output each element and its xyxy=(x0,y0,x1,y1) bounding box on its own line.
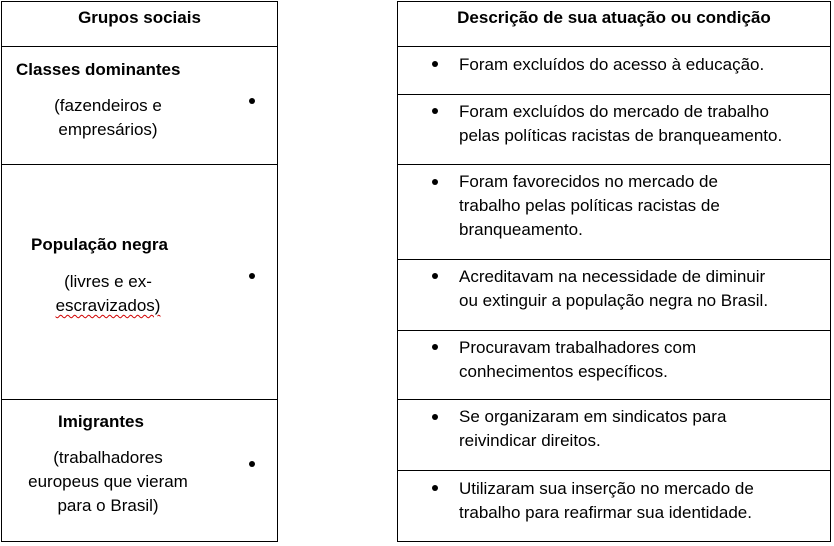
group-subtitle-imigrantes xyxy=(10,446,206,518)
row-divider xyxy=(1,399,278,400)
description-item: Foram excluídos do acesso à educação. xyxy=(459,55,765,74)
subtitle-line: empresários) xyxy=(58,120,158,139)
bullet-dot[interactable] xyxy=(432,108,438,114)
description-item: Acreditavam na necessidade de diminuir ou extinguir a população negra no Brasil. xyxy=(459,267,769,310)
subtitle-line: para o Brasil) xyxy=(57,496,159,515)
row-divider xyxy=(397,46,831,47)
bullet-dot[interactable] xyxy=(432,344,438,350)
subtitle-line: escravizados) xyxy=(55,296,161,315)
row-divider xyxy=(1,164,278,165)
subtitle-line: (trabalhadores xyxy=(53,448,163,467)
row-divider xyxy=(1,46,278,47)
subtitle-line: europeus que vieram xyxy=(28,472,188,491)
row-divider xyxy=(397,470,831,471)
row-divider xyxy=(397,259,831,260)
group-subtitle-classes-dominantes xyxy=(10,94,206,142)
connector-dot-populacao-negra[interactable] xyxy=(249,273,255,279)
group-title-classes-dominantes: Classes dominantes xyxy=(16,60,181,79)
group-title-imigrantes: Imigrantes xyxy=(58,412,144,431)
bullet-dot[interactable] xyxy=(432,485,438,491)
row-divider xyxy=(397,330,831,331)
bullet-dot[interactable] xyxy=(432,179,438,185)
group-subtitle-populacao-negra xyxy=(10,270,206,318)
description-item: Foram favorecidos no mercado de trabalho pelas políticas racistas de branqueamento. xyxy=(459,172,720,239)
subtitle-line: (fazendeiros e xyxy=(54,96,162,115)
bullet-dot[interactable] xyxy=(432,273,438,279)
description-item: Se organizaram em sindicatos para reivindicar direitos. xyxy=(459,407,727,450)
social-groups-header: Grupos sociais xyxy=(78,8,201,27)
row-divider xyxy=(397,94,831,95)
group-title-populacao-negra: População negra xyxy=(31,235,168,254)
bullet-dot[interactable] xyxy=(432,61,438,67)
row-divider xyxy=(397,164,831,165)
row-divider xyxy=(397,399,831,400)
descriptions-header: Descrição de sua atuação ou condição xyxy=(457,8,771,27)
subtitle-line: (livres e ex- xyxy=(64,272,152,291)
connector-dot-imigrantes[interactable] xyxy=(249,461,255,467)
description-item: Utilizaram sua inserção no mercado de trabalho para reafirmar sua identidade. xyxy=(459,479,754,522)
description-item: Foram excluídos do mercado de trabalho pelas políticas racistas de branqueamento. xyxy=(459,102,783,145)
bullet-dot[interactable] xyxy=(432,414,438,420)
connector-dot-classes-dominantes[interactable] xyxy=(249,98,255,104)
description-item: Procuravam trabalhadores com conhecimentos específicos. xyxy=(459,338,697,381)
